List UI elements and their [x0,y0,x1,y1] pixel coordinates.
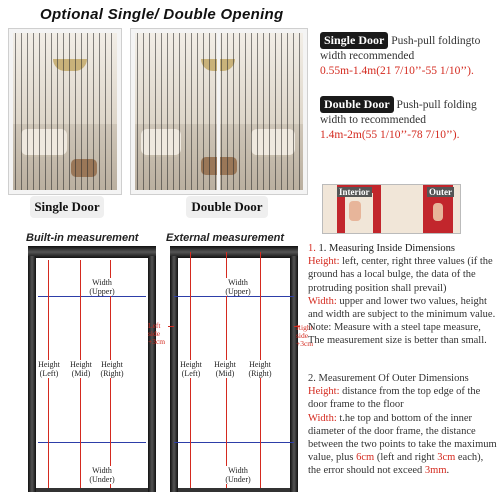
builtin-measurement-title: Built-in measurement [26,232,139,244]
height-left-label: Height (Left) [178,360,204,378]
frame-inset-photo [322,184,461,234]
width-under-label: Width (Under) [82,466,122,484]
outer-dimensions-section: 2. Measurement Of Outer Dimensions Height: distance from the top edge of the door frame to the floor Width: t.he top and bottom of the inner diameter of the door frame, the distance between the two points to take the maximum value, plus 6cm (left and right 3cm each), the error should not exceed 3mm. [308,373,497,477]
single-door-range: 0.55m-1.4m(21 7/10’’-55 1/10’’). [320,65,474,77]
height-right-label: Height (Right) [98,360,126,378]
inside-dimensions-section: 1. 1. Measuring Inside Dimensions Height: left, center, right three values (if the ground has a local bulge, the data of the protruding position shall prevail) Width: upper and lower two values, height and width are subject to the minimum value. Note: Measure with a steel tape measure, The measurement size is better than small. [308,242,498,348]
external-door-diagram [148,246,314,492]
height-left-label: Height (Left) [36,360,62,378]
single-door-tag: Single Door [320,32,388,49]
right-side-label: Right side +3cm [296,323,314,348]
single-door-photo [8,28,122,195]
height-mid-label: Height (Mid) [68,360,94,378]
builtin-door-diagram [28,246,156,492]
single-door-label: Single Door [30,196,104,218]
interior-label: Interior [339,187,370,197]
outer-label: Outer [429,187,452,197]
inside-heading: 1. 1. Measuring Inside Dimensions [308,243,455,254]
double-door-range: 1.4m-2m(55 1/10’’-78 7/10’’). [320,129,460,141]
inside-note: Note: Measure with a steel tape measure, The measurement size is better than small. [308,322,487,347]
height-mid-label: Height (Mid) [212,360,238,378]
height-right-label: Height (Right) [246,360,274,378]
double-door-tag: Double Door [320,96,394,113]
outer-heading: 2. Measurement Of Outer Dimensions [308,373,469,384]
width-under-label: Width (Under) [218,466,258,484]
double-door-label: Double Door [186,196,268,218]
width-upper-label: Width (Upper) [82,278,122,296]
single-door-desc: Single Door Push-pull foldingto width recommended 0.55m-1.4m(21 7/10’’-55 1/10’’). [320,33,481,77]
left-side-label: Left side +3cm [148,321,166,346]
width-upper-label: Width (Upper) [218,278,258,296]
double-door-photo [130,28,308,195]
page-title: Optional Single/ Double Opening [40,6,284,23]
double-door-desc: Double Door Push-pull folding width to recommended 1.4m-2m(55 1/10’’-78 7/10’’). [320,97,477,141]
external-measurement-title: External measurement [166,232,284,244]
